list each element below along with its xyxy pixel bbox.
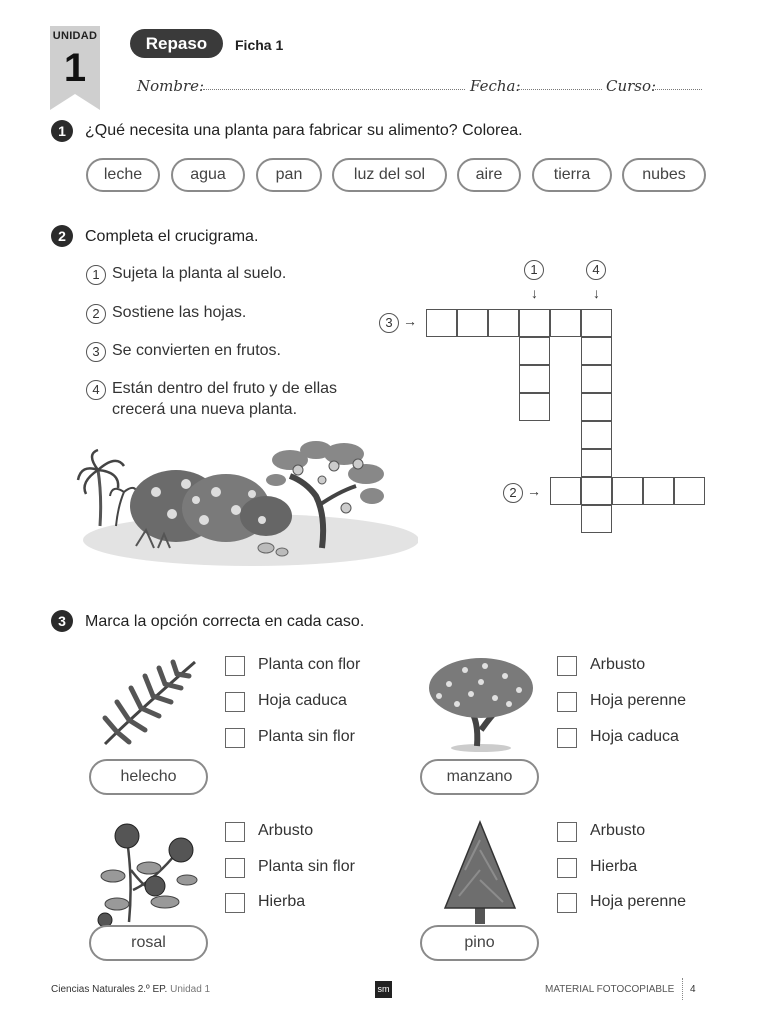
footer-divider (682, 978, 683, 1000)
checkbox[interactable] (225, 893, 245, 913)
clue-4-text-line2: crecerá una nueva planta. (112, 401, 298, 418)
crossword-cell[interactable] (643, 477, 674, 505)
checkbox[interactable] (557, 656, 577, 676)
checkbox[interactable] (225, 656, 245, 676)
rose-illustration (95, 820, 203, 926)
checkbox[interactable] (225, 858, 245, 878)
crossword-cell[interactable] (550, 477, 581, 505)
crossword-cell[interactable] (519, 393, 550, 421)
option-agua[interactable]: agua (171, 158, 245, 192)
checkbox[interactable] (225, 728, 245, 748)
manzano-option-2: Hoja perenne (590, 692, 687, 709)
plant-name-helecho: helecho (89, 759, 208, 795)
crossword-label-1: 1 (524, 260, 544, 280)
footer-unit: Unidad 1 (170, 984, 211, 995)
right-arrow-icon: → (403, 313, 417, 329)
nombre-field[interactable] (203, 89, 465, 90)
rosal-option-3: Hierba (258, 893, 306, 910)
crossword-cell[interactable] (581, 449, 612, 477)
manzano-option-3: Hoja caduca (590, 728, 679, 745)
clue-1-number: 1 (86, 265, 106, 285)
crossword-cell[interactable] (581, 309, 612, 337)
checkbox[interactable] (225, 692, 245, 712)
unit-label: UNIDAD (52, 30, 98, 42)
clue-4-number: 4 (86, 380, 106, 400)
unit-number: 1 (63, 46, 87, 90)
crossword-cell[interactable] (457, 309, 488, 337)
footer-book (51, 984, 210, 995)
plant-name-manzano: manzano (420, 759, 539, 795)
helecho-option-2: Hoja caduca (258, 692, 347, 709)
right-arrow-icon: → (527, 483, 541, 499)
footer-book-title: Ciencias Naturales 2.º EP. (51, 984, 168, 995)
helecho-option-1: Planta con flor (258, 656, 361, 673)
checkbox[interactable] (225, 822, 245, 842)
question-2-title: Completa el crucigrama. (85, 228, 259, 245)
garden-illustration (76, 436, 418, 568)
fecha-label: Fecha: (470, 77, 521, 95)
clue-2-text: Sostiene las hojas. (112, 304, 247, 321)
crossword-cell[interactable] (581, 365, 612, 393)
clue-2-number: 2 (86, 304, 106, 324)
ficha-label: Ficha 1 (235, 37, 284, 53)
question-1-title: ¿Qué necesita una planta para fabricar su alimento? Colorea. (85, 122, 523, 139)
fecha-field[interactable] (518, 89, 602, 90)
down-arrow-icon: ↓ (593, 285, 600, 301)
rosal-option-1: Arbusto (258, 822, 314, 839)
crossword-label-2: 2 (503, 483, 523, 503)
crossword-cell[interactable] (612, 477, 643, 505)
question-1-number: 1 (51, 120, 73, 142)
question-3-number: 3 (51, 610, 73, 632)
question-2-number: 2 (51, 225, 73, 247)
option-tierra[interactable]: tierra (532, 158, 612, 192)
publisher-logo: sm (375, 981, 392, 998)
footer-material: MATERIAL FOTOCOPIABLE (545, 984, 675, 995)
helecho-option-3: Planta sin flor (258, 728, 355, 745)
pino-option-3: Hoja perenne (590, 893, 687, 910)
crossword-cell[interactable] (519, 309, 550, 337)
curso-label: Curso: (606, 77, 657, 95)
plant-name-pino: pino (420, 925, 539, 961)
rosal-option-2: Planta sin flor (258, 858, 355, 875)
checkbox[interactable] (557, 858, 577, 878)
crossword-cell[interactable] (581, 505, 612, 533)
crossword-label-4: 4 (586, 260, 606, 280)
manzano-option-1: Arbusto (590, 656, 646, 673)
option-luz-del-sol[interactable]: luz del sol (332, 158, 447, 192)
curso-field[interactable] (652, 89, 702, 90)
checkbox[interactable] (557, 692, 577, 712)
clue-3-number: 3 (86, 342, 106, 362)
checkbox[interactable] (557, 822, 577, 842)
clue-4-text: Están dentro del fruto y de ellas (112, 380, 338, 397)
plant-name-rosal: rosal (89, 925, 208, 961)
checkbox[interactable] (557, 893, 577, 913)
crossword-cell[interactable] (426, 309, 457, 337)
pino-option-1: Arbusto (590, 822, 646, 839)
fern-illustration (95, 654, 203, 750)
crossword-cell[interactable] (581, 393, 612, 421)
crossword-label-3: 3 (379, 313, 399, 333)
footer-page-number: 4 (690, 984, 696, 995)
clue-3-text: Se convierten en frutos. (112, 342, 281, 359)
crossword-cell[interactable] (550, 309, 581, 337)
option-nubes[interactable]: nubes (622, 158, 706, 192)
crossword-cell[interactable] (519, 337, 550, 365)
down-arrow-icon: ↓ (531, 285, 538, 301)
crossword-cell[interactable] (488, 309, 519, 337)
option-pan[interactable]: pan (256, 158, 322, 192)
checkbox[interactable] (557, 728, 577, 748)
apple-tree-illustration (425, 654, 537, 752)
crossword-cell[interactable] (581, 337, 612, 365)
repaso-badge: Repaso (130, 29, 223, 58)
pino-option-2: Hierba (590, 858, 638, 875)
pine-illustration (435, 820, 525, 926)
crossword-cell[interactable] (581, 477, 612, 505)
crossword-cell[interactable] (674, 477, 705, 505)
question-3-title: Marca la opción correcta en cada caso. (85, 613, 365, 630)
option-aire[interactable]: aire (457, 158, 521, 192)
option-leche[interactable]: leche (86, 158, 160, 192)
clue-1-text: Sujeta la planta al suelo. (112, 265, 287, 282)
crossword-cell[interactable] (519, 365, 550, 393)
crossword-cell[interactable] (581, 421, 612, 449)
nombre-label: Nombre: (137, 77, 205, 95)
